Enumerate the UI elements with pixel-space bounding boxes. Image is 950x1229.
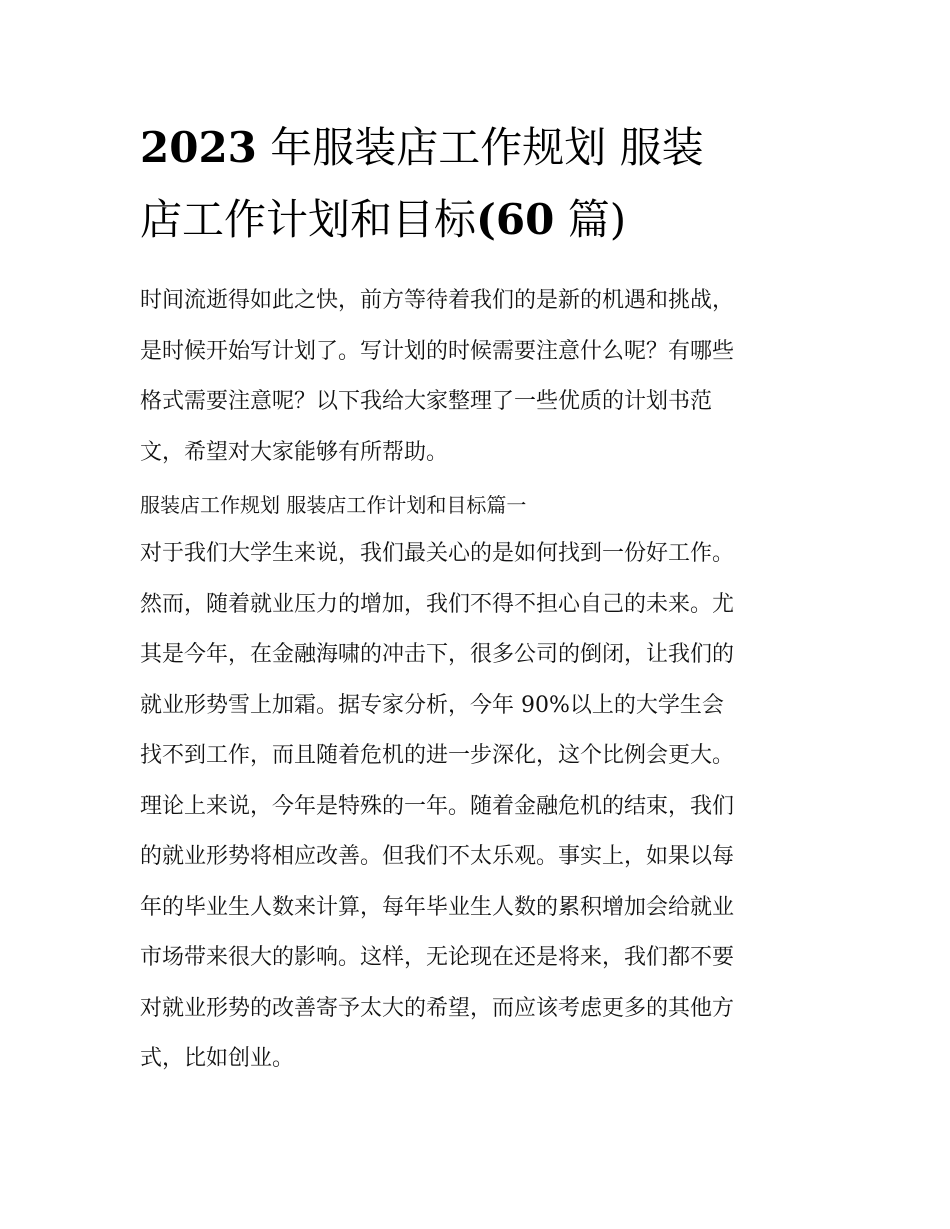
intro-line: 是时候开始写计划了。写计划的时候需要注意什么呢？有哪些	[140, 338, 735, 364]
body-line: 的就业形势将相应改善。但我们不太乐观。事实上，如果以每	[140, 844, 735, 869]
section-heading: 服装店工作规划 服装店工作计划和目标篇一	[140, 493, 527, 517]
body-line: 式，比如创业。	[140, 1046, 295, 1071]
intro-paragraph	[140, 276, 820, 478]
body-line: 其是今年，在金融海啸的冲击下，很多公司的倒闭，让我们的	[140, 642, 735, 667]
title-line-2: 店工作计划和目标(60 篇)	[140, 195, 627, 244]
document-title	[140, 112, 820, 256]
body-line: 就业形势雪上加霜。据专家分析，今年 90%以上的大学生会	[140, 692, 724, 718]
body-line: 找不到工作，而且随着危机的进一步深化，这个比例会更大。	[140, 743, 735, 768]
body-line: 然而，随着就业压力的增加，我们不得不担心自己的未来。尤	[140, 591, 735, 617]
body-line: 市场带来很大的影响。这样，无论现在还是将来，我们都不要	[140, 945, 735, 970]
body-paragraph	[140, 529, 820, 1085]
body-line: 对就业形势的改善寄予太大的希望，而应该考虑更多的其他方	[140, 995, 735, 1021]
body-line: 理论上来说，今年是特殊的一年。随着金融危机的结束，我们	[140, 793, 735, 819]
intro-line: 文，希望对大家能够有所帮助。	[140, 439, 449, 465]
body-line: 对于我们大学生来说，我们最关心的是如何找到一份好工作。	[140, 541, 735, 566]
title-line-1: 2023 年服装店工作规划 服装	[140, 123, 704, 172]
intro-line: 格式需要注意呢？以下我给大家整理了一些优质的计划书范	[140, 389, 713, 414]
intro-line: 时间流逝得如此之快，前方等待着我们的是新的机遇和挑战，	[140, 288, 735, 313]
body-line: 年的毕业生人数来计算，每年毕业生人数的累积增加会给就业	[140, 894, 735, 920]
